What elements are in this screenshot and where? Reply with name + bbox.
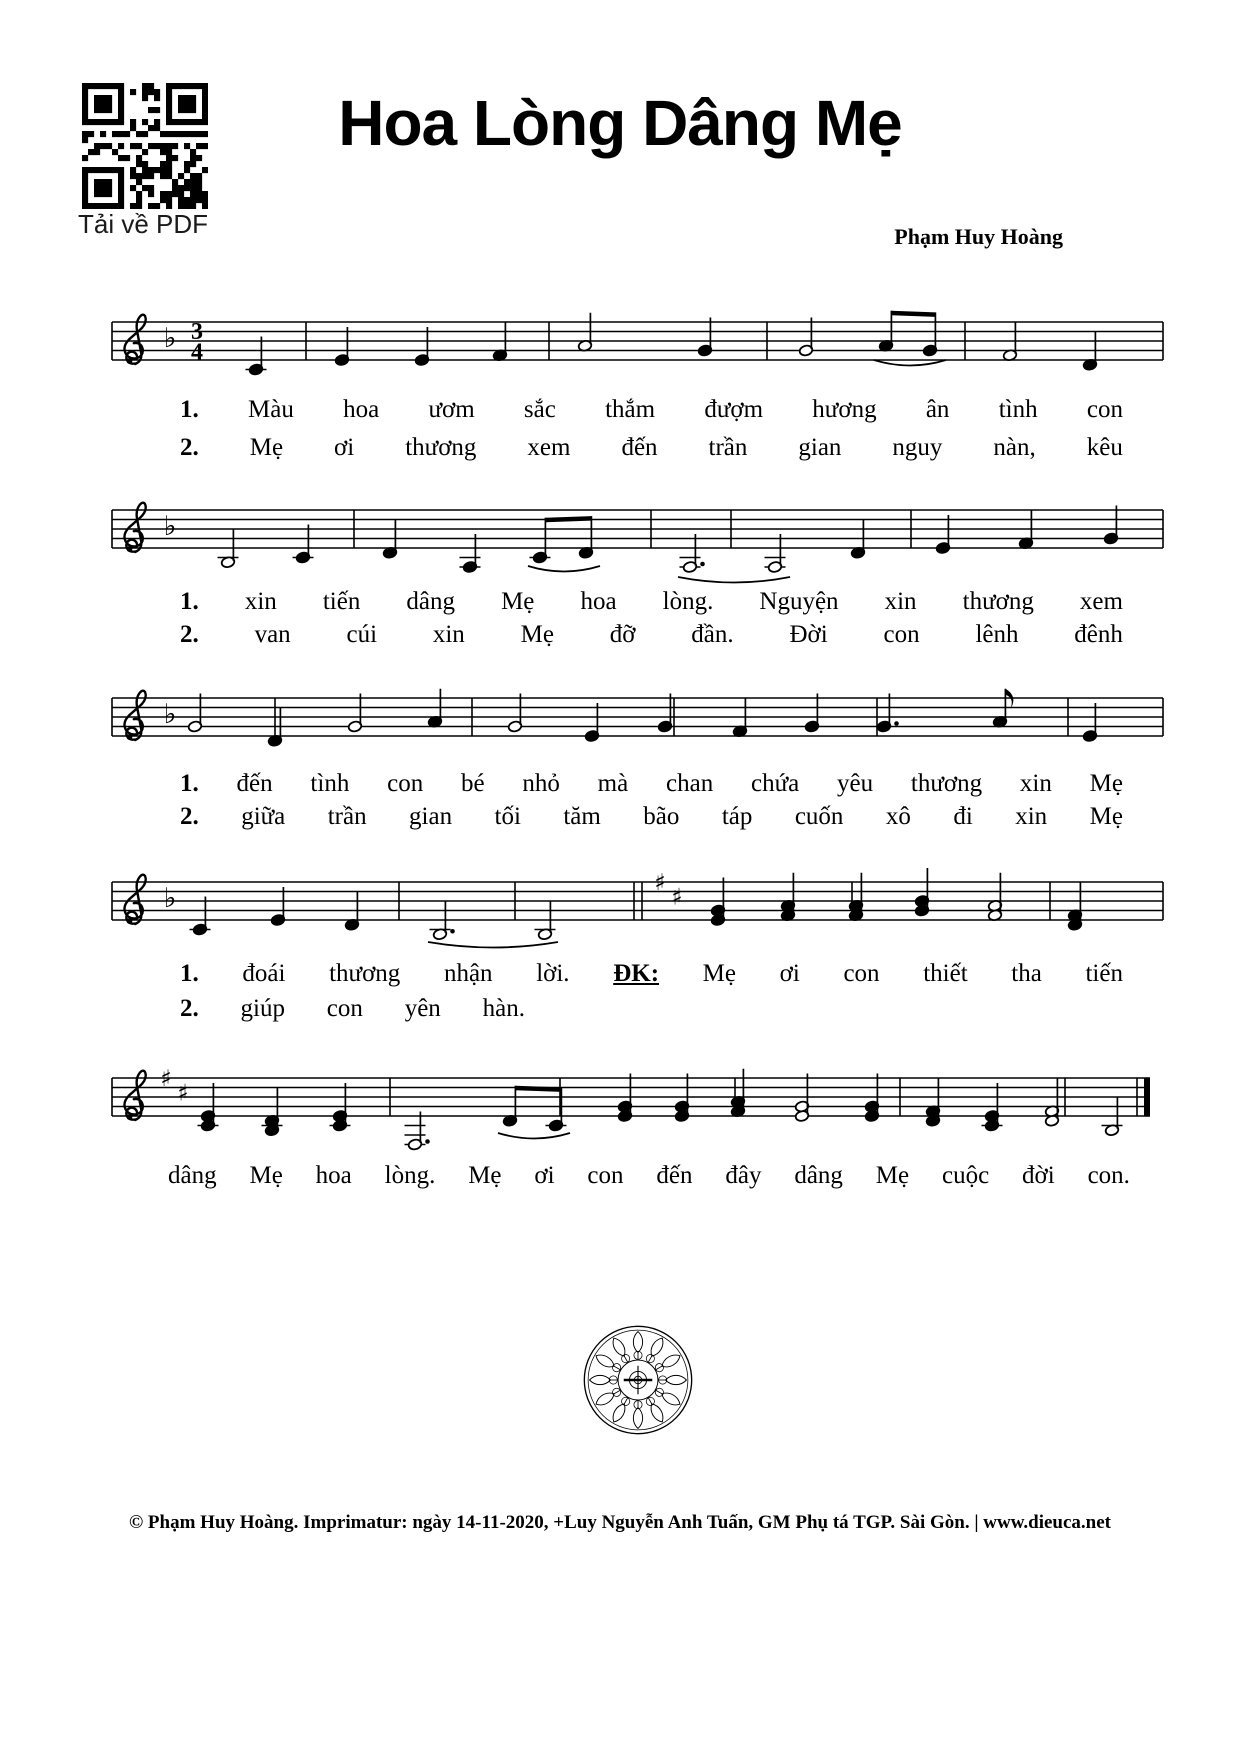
download-pdf-link[interactable]: Tải về PDF: [78, 209, 209, 239]
lyric-word: tình: [998, 396, 1038, 423]
composer-name: Phạm Huy Hoàng: [894, 224, 1063, 249]
lyric-word: gian: [409, 803, 453, 830]
lyric-word: con: [843, 960, 880, 987]
lyric-word: con: [883, 621, 920, 648]
lyric-word: kêu: [1086, 434, 1123, 461]
lyric-word: xin: [1015, 803, 1048, 830]
verse-number: 2.: [180, 621, 199, 648]
lyric-word: tiến: [322, 588, 361, 615]
lyric-word: lời.: [536, 960, 570, 987]
verse-number: 1.: [180, 396, 199, 423]
lyric-word: thương: [329, 960, 401, 987]
lyric-word: gian: [798, 434, 842, 461]
lyric-word: thương: [962, 588, 1034, 615]
lyric-word: hương: [812, 396, 877, 423]
lyric-line-system-1-verse-1: [180, 396, 1123, 424]
lyric-word: tiến: [1085, 960, 1123, 987]
svg-text:♭: ♭: [163, 883, 177, 914]
lyric-word: thắm: [605, 396, 656, 423]
lyric-word: xin: [432, 621, 465, 648]
lyric-word: con: [326, 995, 363, 1022]
lyric-word: Mẹ: [249, 1162, 283, 1189]
lyric-word: nguy: [892, 434, 943, 461]
lyric-word: ơi: [779, 960, 800, 987]
lyric-word: đi: [953, 803, 973, 830]
svg-text:♯: ♯: [177, 1080, 189, 1107]
lyric-word: yêu: [837, 770, 874, 797]
verse-number: 2.: [180, 995, 199, 1022]
lyric-word: đây: [725, 1162, 762, 1189]
lyric-word: hoa: [580, 588, 617, 615]
lyric-word: xem: [527, 434, 571, 461]
lyric-word: Đời: [789, 621, 828, 648]
lyric-word: đỡ: [609, 621, 636, 648]
lyric-word: nhỏ: [522, 770, 560, 797]
lyric-word: Mẹ: [501, 588, 535, 615]
lyric-word: con.: [1087, 1162, 1130, 1189]
lyric-word: Mẹ: [520, 621, 554, 648]
svg-text:♭: ♭: [163, 699, 177, 730]
lyric-line-system-2-verse-2: [180, 621, 1123, 649]
lyric-word: xem: [1079, 588, 1123, 615]
lyric-word: dâng: [168, 1162, 217, 1189]
lyric-word: con: [1086, 396, 1123, 423]
lyric-word: tăm: [563, 803, 601, 830]
lyric-word: nàn,: [993, 434, 1036, 461]
lyric-word: Mẹ: [875, 1162, 910, 1189]
lyric-word: xô: [885, 803, 911, 830]
verse-number: 2.: [180, 434, 199, 461]
lyric-line-system-4-verse-2: [180, 995, 525, 1023]
lyric-word: đến: [621, 434, 658, 461]
lyric-word: thương: [910, 770, 983, 797]
lyric-word: Mẹ: [702, 960, 736, 987]
svg-text:♭: ♭: [163, 323, 177, 354]
lyric-word: cuộc: [941, 1162, 990, 1189]
lyric-word: đượm: [704, 396, 764, 423]
verse-number: 2.: [180, 803, 199, 830]
svg-text:♯: ♯: [671, 884, 683, 911]
lyric-word: hoa: [343, 396, 380, 423]
lyric-word: Mẹ: [468, 1162, 502, 1189]
lyric-word: đoái: [242, 960, 286, 987]
lyric-word: ân: [925, 396, 950, 423]
lyric-line-system-3-verse-1: [180, 770, 1123, 798]
lyric-word: con: [387, 770, 424, 797]
lyric-word: trần: [708, 434, 748, 461]
lyric-word: lòng.: [662, 588, 714, 615]
lyric-word: hoa: [315, 1162, 352, 1189]
lyric-word: đến: [656, 1162, 693, 1189]
lyric-word: bão: [643, 803, 680, 830]
lyric-word: mà: [597, 770, 629, 797]
svg-text:♭: ♭: [163, 511, 177, 542]
svg-text:4: 4: [191, 339, 203, 366]
lyric-word: lênh: [975, 621, 1019, 648]
svg-text:♯: ♯: [160, 1066, 172, 1092]
lyric-word: xin: [884, 588, 917, 615]
lyric-word: đến: [236, 770, 273, 797]
lyric-word: con: [587, 1162, 624, 1189]
rosette-ornament: [581, 1323, 695, 1437]
lyric-word: trần: [327, 803, 367, 830]
lyric-word: dâng: [794, 1162, 843, 1189]
svg-text:♯: ♯: [654, 870, 666, 896]
lyric-word: Màu: [248, 396, 294, 423]
lyric-word: ơi: [334, 434, 355, 461]
lyric-word: nhận: [443, 960, 493, 987]
lyric-word: cuốn: [794, 803, 844, 830]
lyric-word: thương: [405, 434, 477, 461]
lyric-word: Mẹ: [1089, 770, 1123, 797]
verse-number: 1.: [180, 770, 199, 797]
lyric-line-system-3-verse-2: [180, 803, 1123, 831]
lyric-word: đần.: [691, 621, 734, 648]
lyric-word: táp: [721, 803, 753, 830]
lyric-word: lòng.: [384, 1162, 436, 1189]
lyric-word: tối: [494, 803, 521, 830]
lyric-word: Mẹ: [1089, 803, 1123, 830]
page-title: Hoa Lòng Dâng Mẹ: [338, 87, 902, 159]
lyric-word: cúi: [346, 621, 378, 648]
svg-text:3: 3: [191, 319, 203, 345]
lyric-word: chứa: [750, 770, 800, 797]
lyric-word: thiết: [923, 960, 968, 987]
lyric-word: yên: [404, 995, 441, 1022]
lyric-line-system-2-verse-1: [180, 588, 1123, 616]
lyric-word: đời: [1022, 1162, 1055, 1189]
lyric-word: ĐK:: [613, 960, 660, 987]
lyric-word: xin: [244, 588, 277, 615]
lyric-word: xin: [1019, 770, 1052, 797]
lyric-line-system-5: [168, 1162, 1130, 1190]
lyric-word: Nguyện: [759, 588, 839, 615]
footer-credits: © Phạm Huy Hoàng. Imprimatur: ngày 14-11-2020, +Luy Nguyễn Anh Tuấn, GM Phụ tá TGP. Sài Gòn. | www.dieuca.net: [128, 1512, 1112, 1533]
lyric-word: ươm: [428, 396, 475, 423]
lyric-word: hàn.: [482, 995, 525, 1022]
lyric-word: chan: [666, 770, 714, 797]
lyric-word: giữa: [241, 803, 286, 830]
lyric-word: giúp: [240, 995, 285, 1022]
lyric-line-system-4-verse-1: [180, 960, 1123, 988]
lyric-word: dâng: [406, 588, 455, 615]
lyric-word: đênh: [1074, 621, 1123, 648]
lyric-word: bé: [461, 770, 485, 797]
lyric-word: tha: [1011, 960, 1042, 987]
lyric-word: van: [254, 621, 291, 648]
lyric-word: Mẹ: [249, 434, 284, 461]
verse-number: 1.: [180, 588, 199, 615]
lyric-word: tình: [310, 770, 350, 797]
verse-number: 1.: [180, 960, 199, 987]
lyric-word: ơi: [534, 1162, 555, 1189]
lyric-line-system-1-verse-2: [180, 434, 1123, 462]
lyric-word: sắc: [523, 396, 556, 423]
